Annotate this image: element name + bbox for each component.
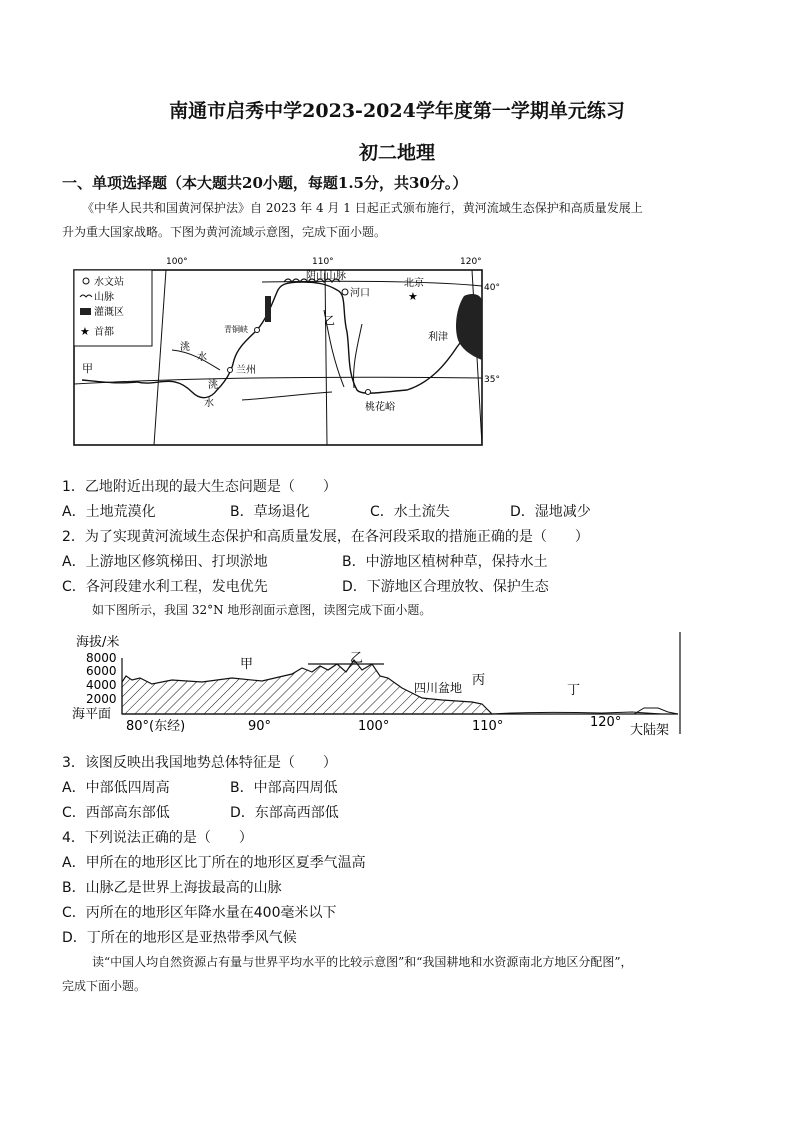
lat-label-35: 35° (484, 375, 500, 385)
profile-ytick-8000: 8000 (86, 651, 117, 665)
label-huang-1: 洮 (208, 380, 218, 391)
profile-xtick-90: 90° (248, 719, 272, 734)
profile-label-shelf: 大陆架 (630, 723, 670, 738)
profile-xtick-120: 120° (590, 715, 622, 730)
lat-label-40: 40° (484, 283, 500, 293)
label-tao-2: 水 (197, 352, 207, 363)
profile-label-sichuan: 四川盆地 (414, 681, 463, 695)
intro-paragraph-2: 如下图所示，我国 32°N 地形剖面示意图，读图完成下面小题。 (92, 603, 432, 617)
station-taohuayu-icon (366, 390, 371, 395)
question-1-stem: 1．乙地附近出现的最大生态问题是（ ） (62, 479, 337, 495)
star-icon: ★ (408, 290, 418, 303)
filled-rect-icon (80, 308, 91, 315)
question-3-option-a[interactable]: A．中部低四周高 (62, 780, 170, 796)
profile-ytick-4000: 4000 (86, 678, 117, 692)
question-4-option-d[interactable]: D．丁所在的地形区是亚热带季风气候 (62, 930, 297, 946)
profile-sea-level-label: 海平面 (72, 707, 112, 722)
profile-xtick-80: 80°(东经) (126, 719, 186, 734)
profile-label-ding: 丁 (567, 683, 581, 698)
lon-label-110: 110° (312, 257, 334, 267)
profile-label-yi: 乙 (350, 651, 364, 666)
question-1-option-d[interactable]: D．湿地减少 (510, 504, 591, 520)
terrain-profile (62, 628, 688, 740)
question-3-option-d[interactable]: D．东部高西部低 (230, 805, 339, 821)
label-yi: 乙 (324, 314, 335, 327)
question-3-option-b[interactable]: B．中部高四周低 (230, 780, 338, 796)
profile-label-jia: 甲 (240, 657, 254, 672)
label-huang-2: 水 (204, 398, 214, 409)
station-hekou-icon (342, 289, 348, 295)
tributary-4 (242, 392, 332, 400)
question-2-option-b[interactable]: B．中游地区植树种草，保持水土 (342, 554, 548, 570)
profile-ylabel: 海拔/米 (76, 635, 120, 650)
label-jia: 甲 (82, 362, 93, 375)
label-beijing: 北京 (404, 278, 424, 289)
legend-label-capital: 首都 (94, 327, 114, 338)
label-tao-1: 洮 (180, 342, 190, 353)
label-qingtongxia: 青铜峡 (224, 325, 248, 334)
label-hekou: 河口 (350, 288, 370, 299)
question-3-option-c[interactable]: C．西部高东部低 (62, 805, 170, 821)
question-4-option-c[interactable]: C．丙所在的地形区年降水量在400毫米以下 (62, 905, 337, 921)
intro-paragraph-line1: 《中华人民共和国黄河保护法》自 2023 年 4 月 1 日起正式颁布施行，黄河流域生态保护和高质量发展上 (82, 201, 643, 215)
profile-xtick-110: 110° (472, 719, 504, 734)
question-4-option-b[interactable]: B．山脉乙是世界上海拔最高的山脉 (62, 880, 282, 896)
meridian-100 (154, 270, 166, 445)
page-subtitle: 初二地理 (358, 142, 435, 164)
profile-ytick-6000: 6000 (86, 664, 117, 678)
question-4-stem: 4．下列说法正确的是（ ） (62, 830, 253, 846)
question-2-stem: 2．为了实现黄河流域生态保护和高质量发展，在各河段采取的措施正确的是（ ） (62, 529, 589, 545)
profile-ytick-2000: 2000 (86, 692, 117, 706)
label-lijin: 利津 (428, 332, 448, 343)
tributary-1 (172, 350, 220, 370)
label-taohuayu: 桃花峪 (365, 402, 395, 413)
section-heading: 一、单项选择题（本大题共20小题，每题1.5分，共30分。） (62, 174, 468, 192)
question-1-option-b[interactable]: B．草场退化 (230, 504, 310, 520)
star-icon: ★ (80, 325, 90, 338)
question-1-option-a[interactable]: A．土地荒漠化 (62, 504, 156, 520)
irrigation-zone (265, 296, 271, 322)
station-lanzhou-icon (228, 368, 233, 373)
profile-xtick-100: 100° (358, 719, 390, 734)
station-qingtongxia-icon (255, 328, 260, 333)
label-lanzhou: 兰州 (236, 365, 256, 376)
yellow-river-map (62, 252, 500, 452)
label-yinshan: 阴山山脉 (306, 271, 346, 282)
meridian-110 (325, 270, 327, 445)
legend-label-mountain: 山脉 (94, 292, 114, 303)
question-3-stem: 3．该图反映出我国地势总体特征是（ ） (62, 755, 337, 771)
question-4-option-a[interactable]: A．甲所在的地形区比丁所在的地形区夏季气温高 (62, 855, 366, 871)
legend-label-irrigation: 灌溉区 (94, 307, 124, 318)
intro-paragraph-3-line2: 完成下面小题。 (62, 979, 147, 993)
question-1-option-c[interactable]: C．水土流失 (370, 504, 450, 520)
question-2-option-c[interactable]: C．各河段建水利工程，发电优先 (62, 579, 268, 595)
question-2-option-a[interactable]: A．上游地区修筑梯田、打坝淤地 (62, 554, 268, 570)
legend-label-station: 水文站 (94, 277, 124, 288)
intro-paragraph-line2: 升为重大国家战略。下图为黄河流域示意图，完成下面小题。 (62, 225, 387, 239)
question-2-option-d[interactable]: D．下游地区合理放牧、保护生态 (342, 579, 549, 595)
parallel-35 (74, 377, 482, 384)
page-title: 南通市启秀中学2023-2024学年度第一学期单元练习 (169, 100, 625, 122)
lon-label-100: 100° (166, 257, 188, 267)
tributary-3 (354, 324, 362, 388)
profile-label-bing: 丙 (472, 673, 486, 688)
lon-label-120: 120° (460, 257, 482, 267)
intro-paragraph-3-line1: 读“中国人均自然资源占有量与世界平均水平的比较示意图”和“我国耕地和水资源南北方地区分配图”， (92, 955, 633, 969)
sea-area (456, 294, 482, 360)
